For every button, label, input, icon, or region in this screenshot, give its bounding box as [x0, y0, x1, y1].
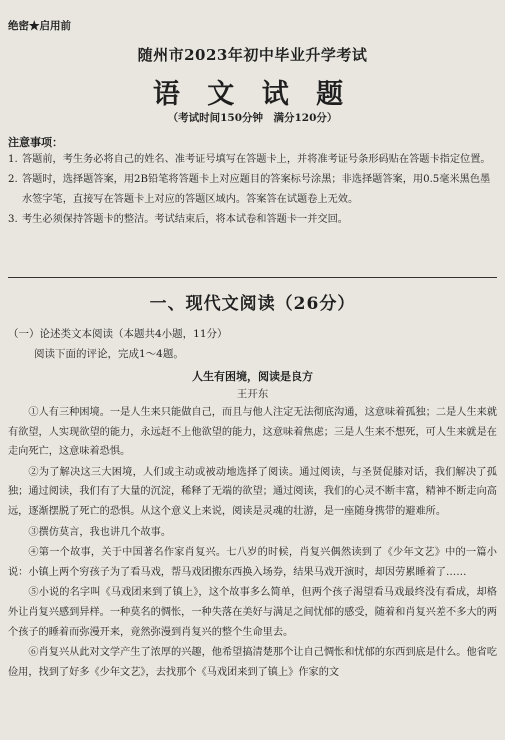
section-divider	[8, 277, 497, 278]
note-number: 2.	[8, 174, 18, 185]
note-item	[8, 150, 495, 170]
article-paragraph: ①人有三种困境。一是人生来只能做自己，而且与他人注定无法彻底沟通，这意味着孤独；二是人生来就有欲望，人实现欲望的能力，永远赶不上他欲望的能力，这意味着焦虑；三是人生来不想死，可人生来就是在走向死亡，这意味着恐惧。	[8, 407, 498, 458]
article-paragraph: ②为了解决这三大困境，人们或主动或被动地选择了阅读。通过阅读，与圣贤促膝对话，我们解决了孤独；通过阅读，我们有了大量的沉淀，稀释了无端的欲望；通过阅读，我们的心灵不断丰富，精神不断走向高远，逐渐摆脱了死亡的恐惧。从这个意义上来说，阅读是灵魂的壮游，是一座随身携带的避难所。	[8, 466, 497, 517]
reading-instruction: 阅读下面的评论，完成1～4题。	[34, 348, 184, 360]
note-text: 考生必须保持答题卡的整洁。考试结束后，将本试卷和答题卡一并交回。	[22, 214, 348, 225]
notes-heading: 注意事项：	[8, 136, 63, 149]
article-title: 人生有困境，阅读是良方	[192, 370, 313, 383]
note-text: 答题前，考生务必将自己的姓名、准考证号填写在答题卡上，并将准考证号条形码贴在答题卡指定位置。	[22, 154, 491, 165]
note-number: 1.	[8, 154, 18, 165]
article-paragraph: ④第一个故事，关于中国著名作家肖复兴。七八岁的时候，肖复兴偶然读到了《少年文艺》中的一篇小说：小镇上两个穷孩子为了看马戏，帮马戏团搬东西换入场券，结果马戏开演时，却因劳累睡着了……	[8, 547, 497, 578]
article-paragraph: ⑥肖复兴从此对文学产生了浓厚的兴趣，他希望搞清楚那个让自己惆怅和忧郁的东西到底是什么。他省吃俭用，找到了好多《少年文艺》，去找那个《马戏团来到了镇上》作家的文	[8, 647, 498, 678]
article-body	[8, 403, 497, 683]
section-heading: 一、现代文阅读（26分）	[149, 294, 356, 314]
article-paragraph: ③撰仿莫言，我也讲几个故事。	[28, 526, 172, 538]
notes-list	[8, 150, 495, 230]
exam-title: 随州市2023年初中毕业升学考试	[137, 46, 368, 64]
note-number: 3.	[8, 214, 18, 225]
time-info: （考试时间150分钟 满分120分）	[167, 112, 338, 124]
note-item	[8, 170, 495, 210]
note-text: 答题时，选择题答案，用2B铅笔将答题卡上对应题目的答案标号涂黑；非选择题答案，用0.5毫米黑色墨水签字笔，直接写在答题卡上对应的答题区域内。答案答在试题卷上无效。	[22, 174, 491, 205]
subject-title: 语 文 试 题	[152, 79, 353, 110]
article-author: 王开东	[236, 388, 269, 400]
article-paragraph: ⑤小说的名字叫《马戏团来到了镇上》，这个故事多么简单，但两个孩子渴望看马戏最终没有看成，却格外让肖复兴感到异样。一种莫名的惆怅，一种失落在美好与满足之间忧郁的感受，随着和肖复兴差不多大的两个孩子的睡着而弥漫开来，竟然弥漫到肖复兴的整个生命里去。	[8, 587, 497, 638]
secret-mark: 绝密★启用前	[8, 20, 71, 32]
section-subheading: （一）论述类文本阅读（本题共4小题，11分）	[8, 328, 228, 340]
note-item	[8, 210, 495, 230]
